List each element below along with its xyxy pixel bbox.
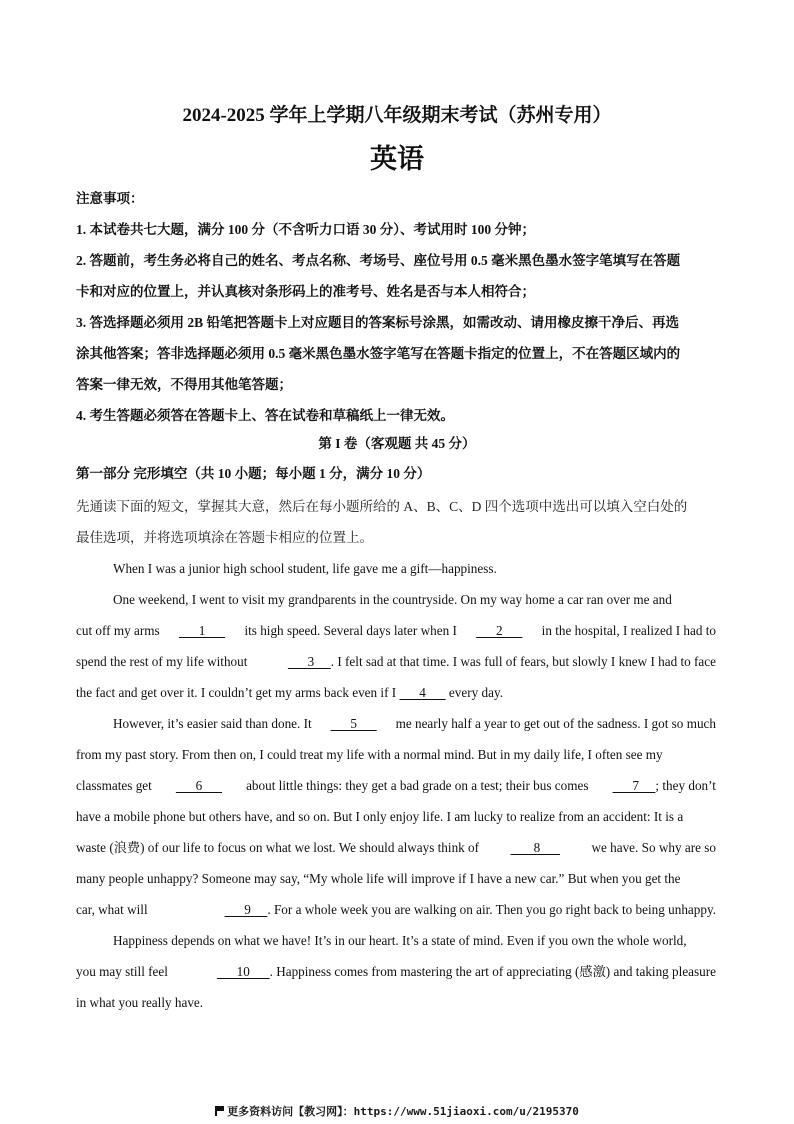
notes-line: 涂其他答案；答非选择题必须用 0.5 毫米黑色墨水签字笔写在答题卡指定的位置上，不在答题区域内的 [76, 346, 681, 361]
exam-title: 2024-2025 学年上学期八年级期末考试（苏州专用） [182, 105, 612, 126]
passage-line [76, 863, 716, 894]
blank-1: 1 [178, 623, 226, 638]
footer-text[interactable]: 更多资料访问【教习网】：https://www.51jiaoxi.com/u/2195370 [227, 1105, 579, 1118]
passage-text: car, what will [76, 902, 148, 917]
passage-text: have a mobile phone but others have, and so on. But I only enjoy life. I am lucky to realize from an accident: It is a [76, 809, 684, 824]
passage-text: One weekend, I went to visit my grandparents in the countryside. On my way home a car ran over me and [113, 592, 672, 607]
passage-text: cut off my arms [76, 623, 160, 638]
blank-2: 2 [476, 623, 523, 638]
passage-line [76, 553, 716, 584]
passage-text: . For a whole week you are walking on air. Then you go right back to being unhappy. [267, 902, 716, 917]
blank-7: 7 [612, 778, 656, 793]
passage-text: Happiness depends on what we have! It’s in our heart. It’s a state of mind. Even if you own the whole world, [113, 933, 687, 948]
notes-line: 2. 答题前，考生务必将自己的姓名、考点名称、考场号、座位号用 0.5 毫米黑色墨水签字笔填写在答题 [76, 253, 681, 268]
instructions [76, 491, 716, 553]
notes-line: 卡和对应的位置上，并认真核对条形码上的准考号、姓名是否与本人相符合； [76, 284, 535, 299]
passage-text: . I felt sad at that time. I was full of fears, but slowly I knew I had to face [330, 654, 716, 669]
passage-text: When I was a junior high school student, life gave me a gift—happiness. [113, 561, 497, 576]
notes-section [76, 183, 716, 431]
notes-line: 3. 答选择题必须用 2B 铅笔把答题卡上对应题目的答案标号涂黑，如需改动、请用橡皮擦干净后、再选 [76, 315, 680, 330]
instruction-line: 先通读下面的短文，掌握其大意，然后在每小题所给的 A、B、C、D 四个选项中选出可以填入空白处的 [76, 499, 688, 514]
notes-heading: 注意事项： [76, 191, 144, 206]
blank-8: 8 [510, 840, 560, 855]
passage-line [76, 801, 716, 832]
passage-line [76, 832, 716, 863]
blank-9: 9 [224, 902, 268, 917]
passage-text: in what you really have. [76, 995, 204, 1010]
passage-text: in the hospital, I realized I had to [541, 623, 716, 638]
blank-10: 10 [216, 964, 270, 979]
passage-text: about little things: they get a bad grade on a test; their bus comes [246, 778, 589, 793]
instruction-line: 最佳选项，并将选项填涂在答题卡相应的位置上。 [76, 530, 373, 545]
passage-line [76, 925, 716, 956]
passage-text: the fact and get over it. I couldn’t get my arms back even if I [76, 685, 397, 700]
cloze-passage [76, 553, 716, 1018]
notes-line: 1. 本试卷共七大题，满分 100 分（不含听力口语 30 分）、考试用时 100 分钟； [76, 222, 535, 237]
passage-line [76, 770, 716, 801]
passage-line [76, 584, 716, 615]
blank-4: 4 [399, 685, 446, 700]
passage-line [76, 646, 716, 677]
passage-text: waste (浪费) of our life to focus on what we lost. We should always think of [76, 840, 480, 855]
passage-text: every day. [448, 685, 503, 700]
section-heading: 第 I 卷（客观题 共 45 分） [318, 436, 476, 451]
passage-text: from my past story. From then on, I could treat my life with a normal mind. But in my daily life, I often see my [76, 747, 663, 762]
blank-3: 3 [287, 654, 331, 669]
passage-text: spend the rest of my life without [76, 654, 248, 669]
flag-icon [215, 1106, 224, 1116]
passage-text: However, it’s easier said than done. It [113, 716, 312, 731]
passage-text: many people unhappy? Someone may say, “My whole life will improve if I have a new car.” But when you get the [76, 871, 681, 886]
passage-line [76, 677, 716, 708]
passage-text: . Happiness comes from mastering the art of appreciating (感激) and taking pleasure [269, 964, 716, 979]
passage-line [76, 708, 716, 739]
passage-line [76, 956, 716, 987]
passage-line [76, 739, 716, 770]
passage-text: we have. So why are so [591, 840, 716, 855]
blank-6: 6 [175, 778, 223, 793]
part-heading: 第一部分 完形填空（共 10 小题；每小题 1 分，满分 10 分） [76, 466, 431, 481]
passage-line [76, 894, 716, 925]
notes-line: 4. 考生答题必须答在答题卡上、答在试卷和草稿纸上一律无效。 [76, 408, 454, 423]
footer-link[interactable] [0, 1104, 794, 1120]
passage-text: ; they don’t [655, 778, 716, 793]
notes-line: 答案一律无效，不得用其他笔答题； [76, 377, 292, 392]
passage-text: classmates get [76, 778, 152, 793]
blank-5: 5 [330, 716, 377, 731]
passage-text: me nearly half a year to get out of the sadness. I got so much [395, 716, 716, 731]
subject-title: 英语 [370, 144, 424, 174]
passage-line [76, 987, 716, 1018]
passage-text: you may still feel [76, 964, 168, 979]
passage-line [76, 615, 716, 646]
passage-text: its high speed. Several days later when I [244, 623, 457, 638]
